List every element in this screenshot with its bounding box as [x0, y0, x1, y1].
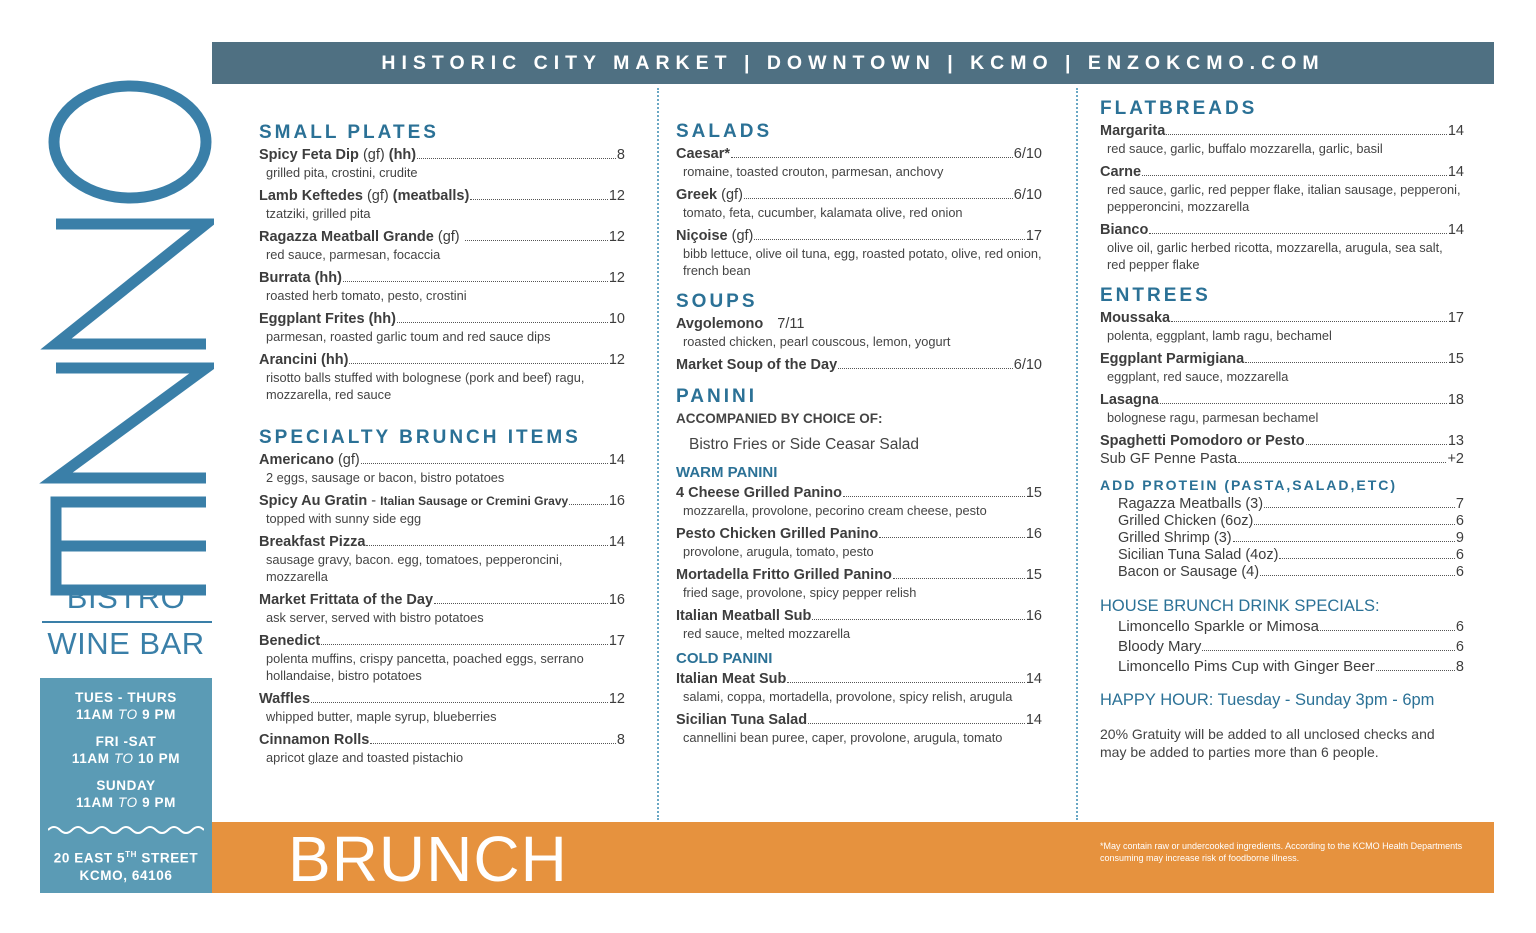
item-price: 6	[1455, 639, 1464, 655]
item-price: 18	[1447, 392, 1464, 408]
brand-divider	[42, 621, 212, 623]
menu-item	[676, 711, 1042, 746]
item-price: 16	[1025, 526, 1042, 542]
item-name: Arancini (hh)	[259, 352, 349, 368]
item-description: apricot glaze and toasted pistachio	[266, 750, 464, 765]
leader-dots	[1202, 650, 1455, 651]
item-price: 13	[1447, 433, 1464, 449]
subsection-title-warm-panini: WARM PANINI	[676, 464, 778, 481]
leader-dots	[1171, 321, 1447, 322]
item-description: mozzarella, provolone, pecorino cream cheese, pesto	[683, 503, 987, 518]
section-title-brunch-items: SPECIALTY BRUNCH ITEMS	[259, 427, 581, 448]
column-divider	[657, 88, 659, 820]
leader-dots	[1254, 524, 1455, 525]
leader-dots	[893, 578, 1025, 579]
leader-dots	[744, 198, 1013, 199]
drinks-list	[1100, 617, 1464, 677]
item-name: Spicy Feta Dip (gf) (hh)	[259, 147, 417, 163]
item-name: Burrata (hh)	[259, 270, 342, 286]
menu-item	[1100, 530, 1464, 547]
item-description: topped with sunny side egg	[266, 511, 422, 526]
item-tag: (hh)	[388, 147, 417, 163]
item-name: 4 Cheese Grilled Panino	[676, 485, 842, 501]
item-name: Market Soup of the Day	[676, 357, 838, 373]
item-name: Market Frittata of the Day	[259, 592, 434, 608]
item-name: Grilled Chicken (6oz)	[1118, 513, 1254, 529]
item-name: Lasagna	[1100, 392, 1159, 408]
section-title-drinks: HOUSE BRUNCH DRINK SPECIALS:	[1100, 597, 1380, 615]
item-price: 6/10	[1013, 187, 1042, 203]
item-price: 12	[608, 188, 625, 204]
item-price: 14	[608, 452, 625, 468]
item-name: Grilled Shrimp (3)	[1118, 530, 1232, 546]
item-name: Lamb Keftedes (gf) (meatballs)	[259, 188, 470, 204]
item-qualifier: (gf)	[433, 229, 464, 245]
leader-dots	[434, 603, 608, 604]
section-title-panini: PANINI	[676, 386, 757, 407]
health-disclaimer: *May contain raw or undercooked ingredients. According to the KCMO Health Departments consuming may increase risk of foodborne illness.	[1100, 841, 1463, 863]
item-price: 12	[608, 352, 625, 368]
item-price: 6	[1455, 619, 1464, 635]
menu-item	[1100, 350, 1464, 385]
column-divider	[1076, 88, 1078, 820]
item-price: 15	[1447, 351, 1464, 367]
leader-dots	[1245, 362, 1447, 363]
item-description: sausage gravy, bacon. egg, tomatoes, pepperoncini, mozzarella	[266, 552, 563, 584]
leader-dots	[465, 240, 608, 241]
item-price: 14	[1447, 123, 1464, 139]
enzo-logo	[34, 40, 214, 600]
section-title-small-plates: SMALL PLATES	[259, 122, 439, 143]
item-name: Spicy Au Gratin - Italian Sausage or Cremini Gravy	[259, 493, 569, 509]
address-city: KCMO, 64106	[79, 867, 173, 883]
menu-item	[1100, 617, 1464, 637]
menu-item	[1100, 163, 1464, 215]
salads-list	[676, 145, 1042, 279]
menu-item	[259, 591, 625, 626]
item-price: 15	[1025, 485, 1042, 501]
bistro-label: BISTRO	[66, 580, 186, 615]
leader-dots	[879, 537, 1025, 538]
warm-panini-list	[676, 484, 1042, 642]
leader-dots	[343, 281, 608, 282]
item-price: 14	[1447, 222, 1464, 238]
happy-hour: HAPPY HOUR: Tuesday - Sunday 3pm - 6pm	[1100, 691, 1435, 709]
item-name: Italian Meatball Sub	[676, 608, 812, 624]
leader-dots	[1166, 134, 1447, 135]
menu-item	[1100, 450, 1464, 468]
item-name: Ragazza Meatballs (3)	[1118, 496, 1264, 512]
leader-dots	[754, 239, 1024, 240]
menu-item	[676, 607, 1042, 642]
item-qualifier: (gf)	[727, 228, 754, 244]
item-name: Limoncello Sparkle or Mimosa	[1118, 618, 1319, 635]
menu-item	[1100, 564, 1464, 581]
item-description: red sauce, parmesan, focaccia	[266, 247, 441, 262]
brunch-items-list	[259, 451, 625, 766]
item-description: whipped butter, maple syrup, blueberries	[266, 709, 497, 724]
item-description: polenta muffins, crispy pancetta, poached eggs, serrano hollandaise, bistro potatoes	[266, 651, 584, 683]
item-price: 17	[1447, 310, 1464, 326]
item-name: Eggplant Parmigiana	[1100, 351, 1245, 367]
address	[40, 846, 212, 884]
leader-dots	[843, 496, 1025, 497]
leader-dots	[731, 157, 1013, 158]
menu-item	[676, 186, 1042, 221]
item-price: 9	[1455, 530, 1464, 546]
entrees-list	[1100, 309, 1464, 426]
menu-item	[259, 533, 625, 585]
item-price: 14	[1447, 164, 1464, 180]
hours-times: 11AM TO 9 PM	[75, 795, 177, 810]
hours-times: 11AM TO 10 PM	[71, 751, 181, 766]
section-title-salads: SALADS	[676, 121, 773, 142]
item-name: Waffles	[259, 691, 311, 707]
panini-sides: Bistro Fries or Side Ceasar Salad	[689, 436, 920, 453]
leader-dots	[349, 363, 607, 364]
item-description: tzatziki, grilled pita	[266, 206, 371, 221]
menu-item	[1100, 221, 1464, 273]
item-qualifier: (gf)	[358, 147, 389, 163]
menu-item	[1100, 432, 1464, 450]
item-price: 16	[1025, 608, 1042, 624]
item-name: Greek (gf)	[676, 187, 743, 203]
item-description: polenta, eggplant, lamb ragu, bechamel	[1107, 328, 1332, 343]
item-description: olive oil, garlic herbed ricotta, mozzarella, arugula, sea salt, red pepper flake	[1107, 240, 1443, 272]
item-price: 17	[608, 633, 625, 649]
item-qualifier: (gf)	[333, 452, 360, 468]
item-name: Sicilian Tuna Salad (4oz)	[1118, 547, 1279, 563]
subsection-title-cold-panini: COLD PANINI	[676, 650, 773, 667]
item-price: 16	[608, 493, 625, 509]
item-name: Caesar*	[676, 146, 731, 162]
menu-item	[259, 451, 625, 486]
menu-item	[259, 492, 625, 527]
item-description: ask server, served with bistro potatoes	[266, 610, 484, 625]
section-title-add-protein: ADD PROTEIN (PASTA,SALAD,ETC)	[1100, 477, 1398, 493]
item-price: 15	[1025, 567, 1042, 583]
item-price: 6/10	[1013, 357, 1042, 373]
item-price: 8	[616, 147, 625, 163]
item-price: 6	[1455, 564, 1464, 580]
cold-panini-list	[676, 670, 1042, 746]
menu-item	[259, 690, 625, 725]
item-name: Spaghetti Pomodoro or Pesto	[1100, 433, 1305, 449]
column-middle	[676, 119, 1042, 752]
small-plates-list	[259, 146, 625, 403]
item-name: Eggplant Frites (hh)	[259, 311, 396, 327]
item-price: 12	[608, 270, 625, 286]
leader-dots	[1320, 630, 1455, 631]
add-protein-list	[1100, 496, 1464, 581]
menu-item	[1100, 309, 1464, 344]
address-street: 20 EAST 5TH STREET	[53, 850, 199, 866]
item-description: red sauce, garlic, buffalo mozzarella, garlic, basil	[1107, 141, 1383, 156]
leader-dots	[1279, 558, 1455, 559]
item-name: Margarita	[1100, 123, 1166, 139]
menu-item	[676, 525, 1042, 560]
item-price: 10	[608, 311, 625, 327]
flatbreads-list	[1100, 122, 1464, 273]
leader-dots	[838, 368, 1013, 369]
leader-dots	[812, 619, 1025, 620]
leader-dots	[787, 682, 1024, 683]
menu-item	[1100, 513, 1464, 530]
leader-dots	[1233, 541, 1455, 542]
leader-dots	[370, 743, 616, 744]
menu-item	[676, 566, 1042, 601]
leader-dots	[1160, 403, 1447, 404]
item-description: cannellini bean puree, caper, provolone, arugula, tomato	[683, 730, 1003, 745]
leader-dots	[417, 158, 616, 159]
item-name: Breakfast Pizza	[259, 534, 366, 550]
item-name: Bianco	[1100, 222, 1149, 238]
menu-item	[676, 356, 1042, 374]
item-description: roasted herb tomato, pesto, crostini	[266, 288, 467, 303]
soups-list	[676, 356, 1042, 374]
item-qualifier: (gf)	[362, 188, 393, 204]
item-description: bibb lettuce, olive oil tuna, egg, roasted potato, olive, red onion, french bean	[683, 246, 1042, 278]
item-name: Bloody Mary	[1118, 638, 1202, 655]
section-title-soups: SOUPS	[676, 291, 758, 312]
item-price: 6/10	[1013, 146, 1042, 162]
menu-item	[676, 670, 1042, 705]
leader-dots	[366, 545, 607, 546]
menu-item	[259, 632, 625, 684]
item-description: eggplant, red sauce, mozzarella	[1107, 369, 1289, 384]
item-tag: (meatballs)	[392, 188, 470, 204]
leader-dots	[1376, 670, 1455, 671]
menu-item	[259, 187, 625, 222]
item-name: Limoncello Pims Cup with Ginger Beer	[1118, 658, 1375, 675]
leader-dots	[321, 644, 608, 645]
column-left	[259, 120, 625, 772]
item-name: Mortadella Fritto Grilled Panino	[676, 567, 892, 583]
brunch-title: BRUNCH	[288, 823, 568, 895]
item-description: parmesan, roasted garlic toum and red sauce dips	[266, 329, 551, 344]
wine-bar-label: WINE BAR	[47, 626, 205, 661]
item-description: 2 eggs, sausage or bacon, bistro potatoes	[266, 470, 505, 485]
hours-days: FRI -SAT	[95, 734, 157, 749]
gratuity-note: 20% Gratuity will be added to all unclosed checks and may be added to parties more than 6 people.	[1100, 726, 1435, 760]
item-price: 7	[1455, 496, 1464, 512]
item-name: Sicilian Tuna Salad	[676, 712, 808, 728]
item-name: Moussaka	[1100, 310, 1171, 326]
item-name: Italian Meat Sub	[676, 671, 787, 687]
item-price: 14	[1025, 712, 1042, 728]
item-price: 6	[1455, 513, 1464, 529]
item-name: Sub GF Penne Pasta	[1100, 451, 1238, 467]
leader-dots	[1238, 462, 1446, 463]
hours-group	[40, 777, 212, 811]
item-price: 6	[1455, 547, 1464, 563]
item-description: bolognese ragu, parmesan bechamel	[1107, 410, 1319, 425]
item-description: provolone, arugula, tomato, pesto	[683, 544, 874, 559]
menu-item	[259, 351, 625, 403]
item-name: Bacon or Sausage (4)	[1118, 564, 1260, 580]
item-name: Benedict	[259, 633, 321, 649]
menu-item	[259, 731, 625, 766]
menu-item	[676, 315, 1042, 350]
item-tag: Italian Sausage or Cremini Gravy	[380, 494, 569, 508]
hours-times: 11AM TO 9 PM	[75, 707, 177, 722]
item-price: 8	[616, 732, 625, 748]
menu-item	[259, 310, 625, 345]
item-price: 14	[608, 534, 625, 550]
hours-group	[40, 733, 212, 767]
item-description: risotto balls stuffed with bolognese (pork and beef) ragu, mozzarella, red sauce	[266, 370, 585, 402]
hours-days: SUNDAY	[96, 778, 156, 793]
menu-item	[676, 145, 1042, 180]
section-title-entrees: ENTREES	[1100, 285, 1211, 306]
leader-dots	[1142, 175, 1447, 176]
item-description: red sauce, melted mozzarella	[683, 626, 851, 641]
item-description: red sauce, garlic, red pepper flake, italian sausage, pepperoni, pepperoncini, mozzarella	[1107, 182, 1461, 214]
menu-item	[1100, 637, 1464, 657]
leader-dots	[1306, 444, 1447, 445]
item-price: 16	[608, 592, 625, 608]
leader-dots	[470, 199, 608, 200]
menu-item	[1100, 391, 1464, 426]
item-price: +2	[1447, 451, 1464, 467]
item-price: 12	[608, 691, 625, 707]
hours-days: TUES - THURS	[75, 690, 177, 705]
leader-dots	[1149, 233, 1447, 234]
item-description: salami, coppa, mortadella, provolone, spicy relish, arugula	[683, 689, 1013, 704]
menu-item	[676, 484, 1042, 519]
item-name: Ragazza Meatball Grande (gf)	[259, 229, 464, 245]
leader-dots	[1264, 507, 1455, 508]
menu-item	[676, 227, 1042, 279]
item-description: roasted chicken, pearl couscous, lemon, yogurt	[683, 334, 951, 349]
menu-item	[1100, 657, 1464, 677]
item-name: Avgolemono	[676, 316, 764, 332]
hours-panel	[40, 678, 212, 893]
menu-item	[259, 228, 625, 263]
item-price: 8	[1455, 659, 1464, 675]
item-price: 12	[608, 229, 625, 245]
wave-divider-icon	[48, 824, 204, 836]
item-description: tomato, feta, cucumber, kalamata olive, red onion	[683, 205, 963, 220]
item-price: 17	[1025, 228, 1042, 244]
item-description: romaine, toasted crouton, parmesan, anchovy	[683, 164, 944, 179]
section-title-flatbreads: FLATBREADS	[1100, 98, 1258, 119]
item-qualifier: -	[367, 493, 381, 509]
panini-accompanied-note: ACCOMPANIED BY CHOICE OF:	[676, 411, 883, 426]
item-description: grilled pita, crostini, crudite	[266, 165, 418, 180]
leader-dots	[1260, 575, 1455, 576]
hours-group	[40, 689, 212, 723]
item-price: 14	[1025, 671, 1042, 687]
menu-item	[259, 269, 625, 304]
item-name: Americano (gf)	[259, 452, 360, 468]
menu-item	[1100, 496, 1464, 513]
menu-item	[1100, 122, 1464, 157]
leader-dots	[808, 723, 1025, 724]
item-name: Cinnamon Rolls	[259, 732, 370, 748]
leader-dots	[569, 504, 608, 505]
item-description: fried sage, provolone, spicy pepper relish	[683, 585, 917, 600]
column-right	[1100, 96, 1464, 761]
menu-item	[259, 146, 625, 181]
item-name: Pesto Chicken Grilled Panino	[676, 526, 879, 542]
leader-dots	[361, 463, 608, 464]
top-banner: HISTORIC CITY MARKET | DOWNTOWN | KCMO | ENZOKCMO.COM	[212, 42, 1494, 84]
item-qualifier: (gf)	[717, 187, 743, 203]
leader-dots	[311, 702, 608, 703]
menu-item	[1100, 547, 1464, 564]
item-price: 7/11	[777, 316, 805, 332]
footer-bar	[212, 822, 1494, 893]
item-name: Carne	[1100, 164, 1142, 180]
leader-dots	[397, 322, 608, 323]
item-name: Niçoise (gf)	[676, 228, 754, 244]
